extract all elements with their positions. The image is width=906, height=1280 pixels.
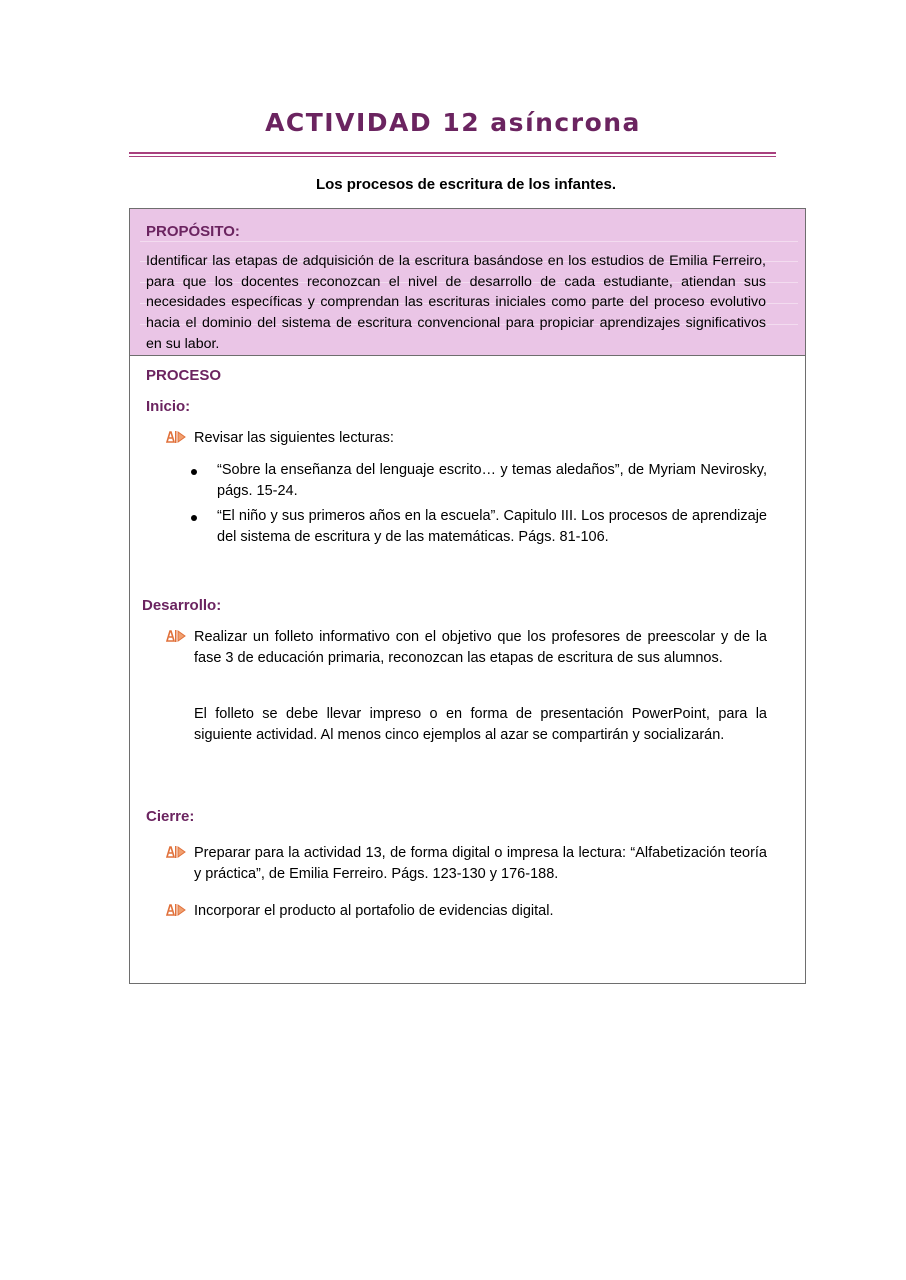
bullet	[191, 469, 197, 475]
process-heading: PROCESO	[146, 367, 222, 384]
purpose-section	[130, 209, 805, 356]
desarrollo-heading: Desarrollo:	[142, 597, 222, 614]
desarrollo-item: Realizar un folleto informativo con el objetivo que los profesores de preescolar y de la fase 3 de educación primaria, reconozcan las etapas de escritura de sus alumnos.	[194, 629, 767, 666]
title-rule-thin	[129, 156, 776, 157]
desarrollo-note: El folleto se debe llevar impreso o en forma de presentación PowerPoint, para la siguiente actividad. Al menos cinco ejemplos al azar se compartirán y socializarán.	[194, 706, 767, 743]
inicio-heading: Inicio:	[146, 398, 191, 415]
cierre-heading: Cierre:	[146, 808, 195, 825]
cierre-item-2: Incorporar el producto al portafolio de evidencias digital.	[194, 903, 554, 919]
activity-table	[129, 208, 806, 984]
bullet	[191, 515, 197, 521]
inicio-item: Revisar las siguientes lecturas:	[194, 430, 394, 446]
book-arrow-icon	[166, 430, 186, 444]
page-title: ACTIVIDAD 12 asíncrona	[265, 108, 641, 137]
book-arrow-icon	[166, 629, 186, 643]
reading-item-1: “Sobre la enseñanza del lenguaje escrito… y temas aledaños”, de Myriam Nevirosky, págs. 15-24.	[217, 462, 767, 499]
reading-item-2: “El niño y sus primeros años en la escuela”. Capitulo III. Los procesos de aprendizaje del sistema de escritura y de las matemáticas. Págs. 81-106.	[217, 508, 767, 545]
purpose-heading: PROPÓSITO:	[146, 223, 240, 240]
page-subtitle: Los procesos de escritura de los infantes.	[315, 176, 617, 193]
purpose-text: Identificar las etapas de adquisición de la escritura basándose en los estudios de Emilia Ferreiro, para que los docentes reconozcan el nivel de desarrollo de cada estudiante, atiendan sus necesidades específicas y comprendan las escrituras iniciales como parte del proceso evolutivo hacia el dominio del sistema de escritura convencional para propiciar aprendizajes significativos en su labor.	[146, 253, 766, 352]
book-arrow-icon	[166, 845, 186, 859]
cierre-item-1: Preparar para la actividad 13, de forma digital o impresa la lectura: “Alfabetización teoría y práctica”, de Emilia Ferreiro. Págs. 123-130 y 176-188.	[194, 845, 767, 882]
book-arrow-icon	[166, 903, 186, 917]
title-rule	[129, 152, 776, 154]
